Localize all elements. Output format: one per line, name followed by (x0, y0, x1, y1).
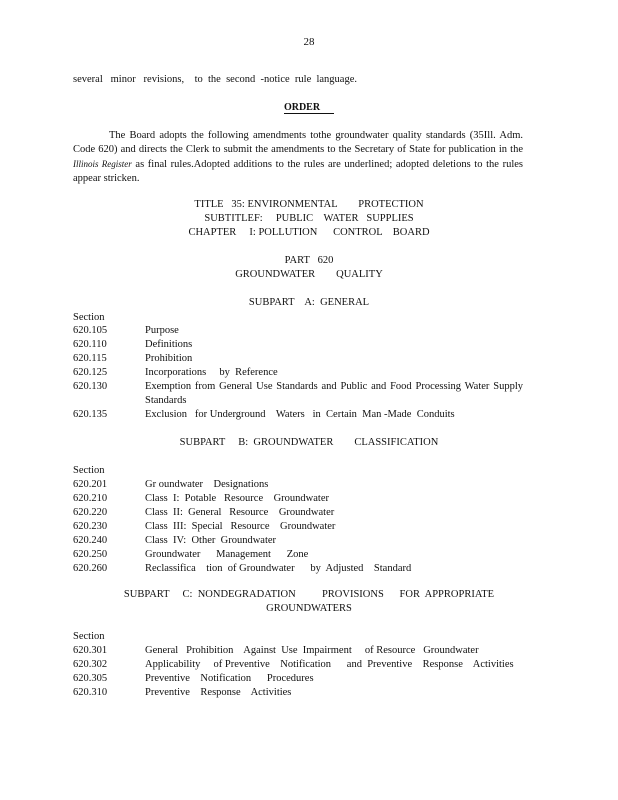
section-title: Purpose (145, 325, 179, 336)
page-number: 28 (303, 36, 315, 48)
intro-line: several minor revisions, to the second -notice rule language. (73, 74, 358, 85)
paragraph-text-1: The Board adopts the following amendments tothe groundwater quality standards (35Ill. Adm. Code 620) and directs the Clerk to submit the amendments to the Secretary of State for publication in the (73, 130, 523, 155)
section-title: Class III: Special Resource Groundwater (145, 521, 336, 532)
section-title: Incorporations by Reference (145, 367, 278, 378)
section-title: General Prohibition Against Use Impairment of Resource Groundwater (145, 645, 479, 656)
title-line-3: CHAPTER I: POLLUTION CONTROL BOARD (188, 227, 430, 238)
section-number: 620.110 (73, 339, 107, 350)
subpart-c-heading: SUBPART C: NONDEGRADATION PROVISIONS FOR APPROPRIATE (123, 589, 495, 600)
part-line-1: PART 620 (284, 255, 334, 266)
section-number: 620.220 (73, 507, 108, 518)
section-number: 620.302 (73, 659, 108, 670)
section-number: 620.135 (73, 409, 108, 420)
section-title: Class I: Potable Resource Groundwater (145, 493, 330, 504)
section-number: 620.115 (73, 353, 107, 364)
section-number: 620.305 (73, 673, 108, 684)
section-number: 620.201 (73, 479, 108, 490)
subpart-c-heading-2: GROUNDWATERS (266, 603, 352, 614)
order-heading (0, 102, 618, 113)
section-title: Definitions (145, 339, 193, 350)
section-number: 620.230 (73, 521, 108, 532)
section-number: 620.301 (73, 645, 108, 656)
section-title: Preventive Response Activities (145, 687, 292, 698)
section-number: 620.310 (73, 687, 108, 698)
order-paragraph (73, 129, 523, 186)
title-line-2: SUBTITLEF: PUBLIC WATER SUPPLIES (204, 213, 414, 224)
section-title: Reclassifica tion of Groundwater by Adjusted Standard (145, 563, 412, 574)
section-title: Preventive Notification Procedures (145, 673, 314, 684)
subpart-b-heading: SUBPART B: GROUNDWATER CLASSIFICATION (179, 437, 439, 448)
section-title: Prohibition (145, 353, 193, 364)
subpart-a-section-label: Section (73, 312, 105, 323)
section-title: Groundwater Management Zone (145, 549, 309, 560)
section-title: Exclusion for Underground Waters in Certain Man -Made Conduits (145, 409, 455, 420)
section-number: 620.250 (73, 549, 108, 560)
section-title: Class IV: Other Groundwater (145, 535, 277, 546)
order-heading-text: ORDER (284, 102, 334, 114)
subpart-a-heading: SUBPART A: GENERAL (248, 297, 370, 308)
subpart-b-section-label: Section (73, 465, 105, 476)
section-number: 620.210 (73, 493, 108, 504)
section-number: 620.260 (73, 563, 108, 574)
section-number: 620.130 (73, 381, 108, 392)
section-title: Gr oundwater Designations (145, 479, 269, 490)
section-title: Class II: General Resource Groundwater (145, 507, 335, 518)
paragraph-text-2: as final rules.Adopted additions to the rules are underlined; adopted deletions to the rules appear stricken. (73, 159, 523, 184)
section-title: Applicability of Preventive Notification and Preventive Response Activities (145, 659, 514, 670)
section-number: 620.125 (73, 367, 108, 378)
subpart-c-section-label: Section (73, 631, 105, 642)
title-line-1: TITLE 35: ENVIRONMENTAL PROTECTION (194, 199, 424, 210)
section-number: 620.240 (73, 535, 108, 546)
section-number: 620.105 (73, 325, 108, 336)
section-title: Exemption from General Use Standards and Public and Food Processing Water Supply Standards (145, 381, 523, 406)
register-name: Illinois Register (73, 159, 132, 169)
part-line-2: GROUNDWATER QUALITY (235, 269, 383, 280)
